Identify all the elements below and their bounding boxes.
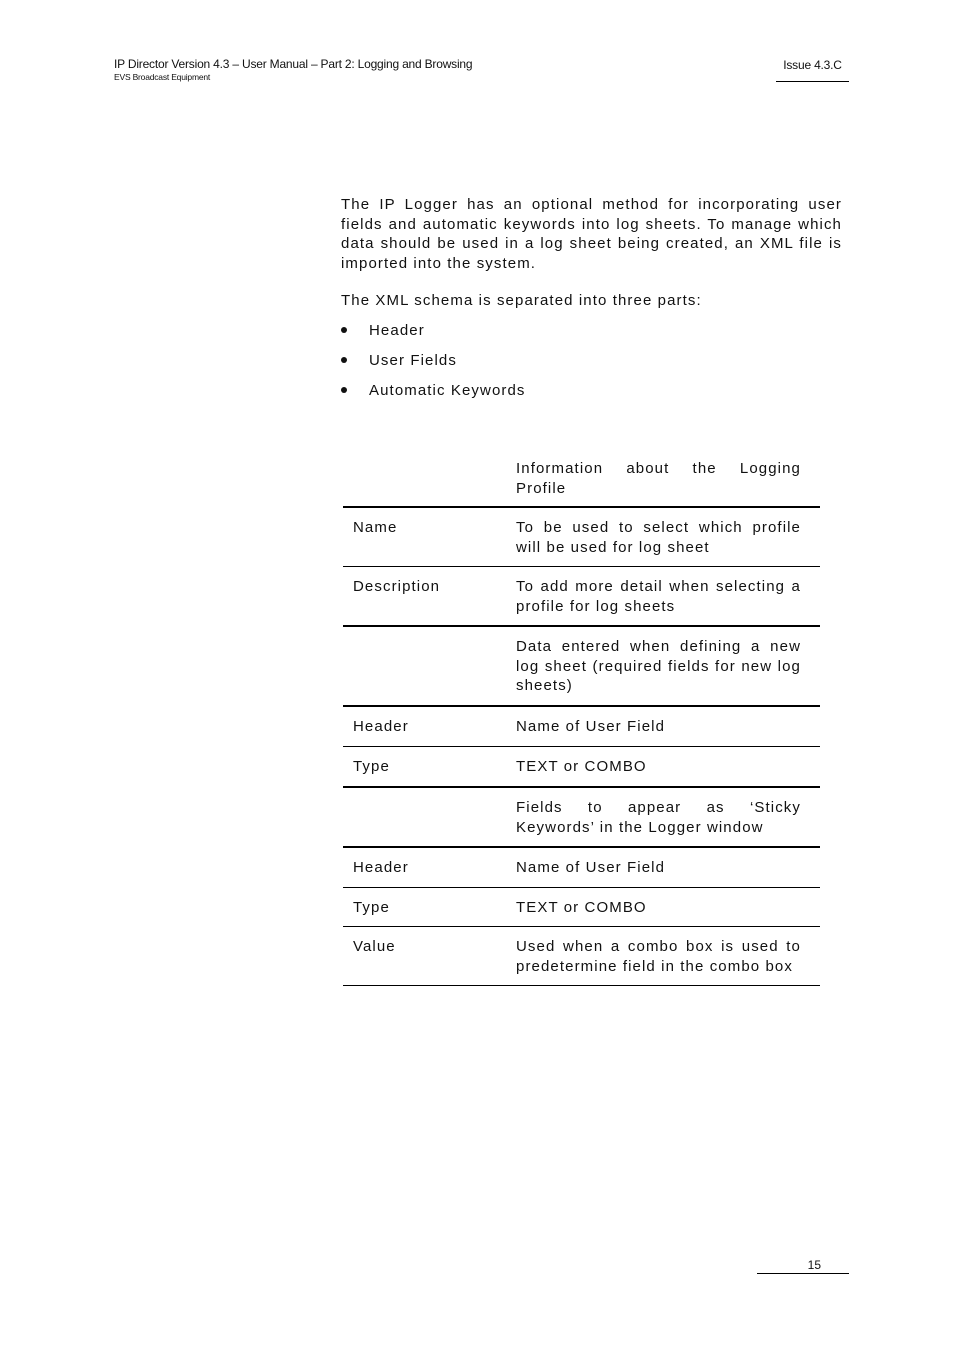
table-cell-description: To add more detail when selecting a profile for log sheets [516,578,801,615]
list-item-label: Header [369,322,425,339]
table-cell-field [343,798,516,846]
table-row [343,747,820,788]
table-cell-field [343,459,516,506]
table-cell-description: TEXT or COMBO [516,899,647,916]
bullet-icon [341,387,347,393]
table-cell-description: Information about the Logging Profile [516,460,801,497]
table-cell-field: Header [353,718,409,735]
table-row [343,449,820,508]
table-row [343,848,820,888]
table-cell-description: Data entered when defining a new log sheet (required fields for new log sheets) [516,638,801,694]
table-cell-field: Type [353,899,390,916]
list-item-label: Automatic Keywords [369,382,526,400]
schema-table [343,449,820,986]
list-item-label: User Fields [369,352,457,370]
table-row [343,707,820,747]
bullet-icon [341,327,347,333]
table-row [343,927,820,986]
header-issue-number: Issue 4.3.C [776,58,849,82]
table-cell-description: TEXT or COMBO [516,758,647,775]
table-cell-description: Fields to appear as ‘Sticky Keywords’ in the Logger window [516,799,801,836]
table-row [343,627,820,707]
table-row [343,567,820,627]
schema-intro-paragraph: The XML schema is separated into three parts: [341,292,702,309]
list-item [341,381,526,401]
table-cell-field: Description [353,578,441,595]
table-cell-field: Value [353,938,396,955]
table-cell-description: Name of User Field [516,859,666,876]
table-cell-field: Type [353,758,390,775]
bullet-icon [341,357,347,363]
page-number: 15 [757,1258,849,1274]
header-document-title: IP Director Version 4.3 – User Manual – Part 2: Logging and Browsing [114,57,473,71]
table-cell-field: Name [353,519,398,536]
table-cell-description: Used when a combo box is used to predetermine field in the combo box [516,938,801,975]
table-row [343,888,820,927]
intro-paragraph: The IP Logger has an optional method for incorporating user fields and automatic keywords into log sheets. To manage which data should be used in a log sheet being created, an XML file is imported into the system. [341,196,842,272]
table-row [343,788,820,848]
table-cell-field [343,637,516,705]
table-cell-description: Name of User Field [516,718,666,735]
table-row [343,508,820,567]
header-company-name: EVS Broadcast Equipment [114,72,211,82]
list-item [341,321,526,341]
schema-parts-list [341,321,526,412]
table-cell-description: To be used to select which profile will be used for log sheet [516,519,801,556]
table-cell-field: Header [353,859,409,876]
list-item [341,351,526,371]
